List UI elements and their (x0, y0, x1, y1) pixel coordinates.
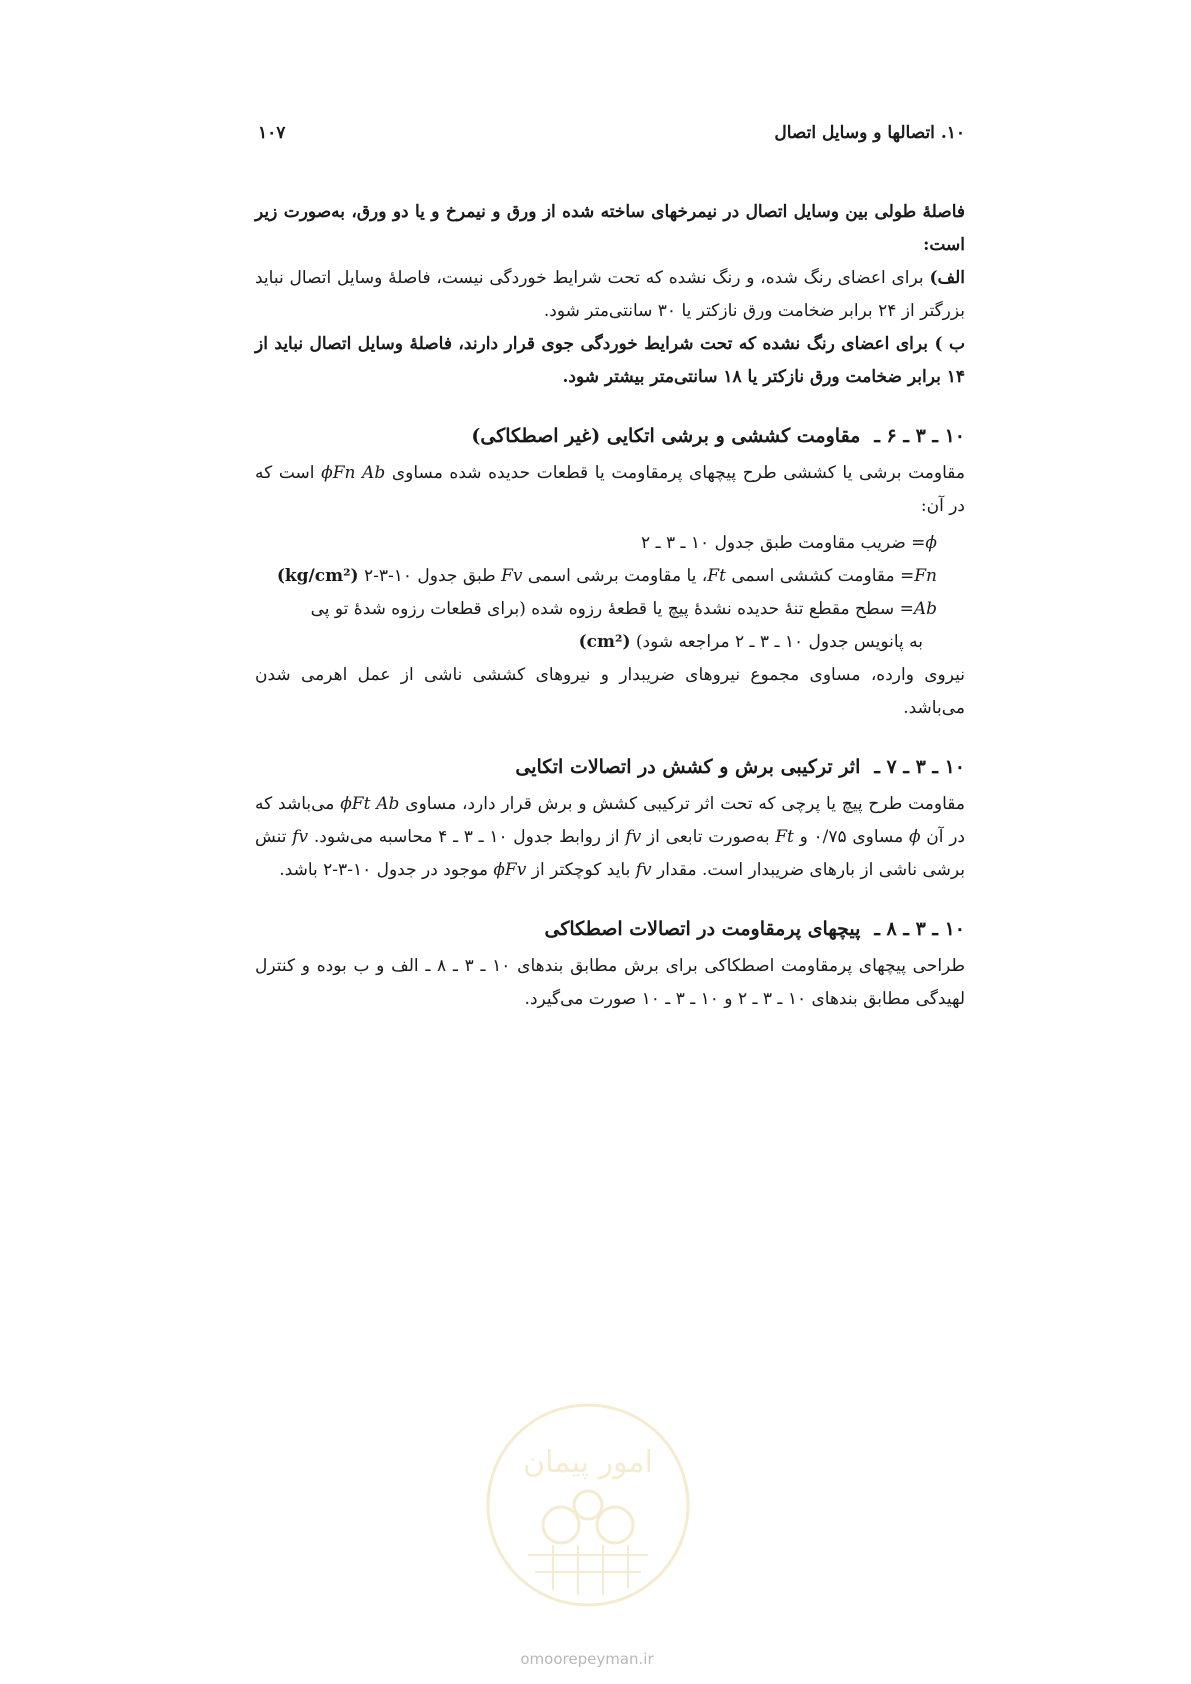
text-run: تنش برشی ناشی از بارهای ضریبدار است. مقدار (255, 827, 965, 880)
section-7-title: اثر ترکیبی برش و کشش در اتصالات اتکایی (515, 756, 861, 778)
item-a-text: برای اعضای رنگ شده، و رنگ نشده که تحت شرایط خوردگی نیست، فاصلهٔ وسایل اتصال نباید بزرگتر از ۲۴ برابر ضخامت ورق نازکتر یا ۳۰ سانتی‌متر شود. (255, 268, 965, 321)
formula: ϕ (909, 827, 921, 847)
item-a (255, 262, 965, 328)
item-a-label: الف) (929, 268, 965, 288)
definition-text: طبق جدول ۱۰-۳-۲ (358, 566, 502, 586)
section-8 (255, 913, 965, 1016)
section-8-title: پیچهای پرمقاومت در اتصالات اصطکاکی (544, 918, 861, 940)
formula: ϕFn Ab (321, 463, 386, 483)
text-run: مقاومت طرح پیچ یا پرچی که تحت اثر ترکیبی کشش و برش قرار دارد، مساوی (399, 794, 966, 814)
watermark-logo (483, 1400, 693, 1610)
section-6-heading (255, 420, 965, 453)
formula: Ft (775, 827, 794, 847)
text-run: باید کوچکتر از (526, 860, 636, 880)
symbol: Fn (914, 566, 937, 586)
definition-text: به پانویس جدول ۱۰ ـ ۳ ـ ۲ مراجعه شود) (630, 632, 923, 652)
intro-paragraph: فاصلهٔ طولی بین وسایل اتصال در نیمرخهای ساخته شده از ورق و نیمرخ و یا دو ورق، به‌صورت زیر است: (255, 202, 965, 255)
section-8-number: ۱۰ ـ ۳ ـ ۸ ـ (874, 918, 965, 940)
watermark-site: omoorepeyman.ir (520, 1650, 654, 1668)
symbol: Ab (913, 599, 937, 619)
section-8-heading (255, 913, 965, 946)
formula: ϕFt Ab (340, 794, 400, 814)
definition-fn (255, 560, 937, 593)
section-6-paragraph (255, 457, 965, 523)
definition-ab (255, 593, 937, 626)
item-b (255, 328, 965, 394)
section-6 (255, 420, 965, 725)
section-7-heading (255, 751, 965, 784)
formula: ϕFv (493, 860, 527, 880)
definition-phi (255, 527, 937, 560)
section-8-paragraph: طراحی پیچهای پرمقاومت اصطکاکی برای برش مطابق بندهای ۱۰ ـ ۳ ـ ۸ ـ الف و ب بوده و کنترل لهیدگی مطابق بندهای ۱۰ ـ ۳ ـ ۲ و ۱۰ ـ ۳ ـ ۱۰ صورت می‌گیرد. (255, 956, 965, 1009)
running-header (258, 118, 965, 148)
text-run: است که در آن: (255, 463, 965, 516)
text-run: به‌صورت تابعی از (641, 827, 776, 847)
definition-text: = مقاومت کششی اسمی (725, 566, 915, 586)
text-run: موجود در جدول ۱۰-۳-۲ باشد. (279, 860, 494, 880)
item-b-text: برای اعضای رنگ نشده که تحت شرایط خوردگی جوی قرار دارند، فاصلهٔ وسایل اتصال نباید از ۱۴ برابر ضخامت ورق نازکتر یا ۱۸ سانتی‌متر بیشتر شود. (255, 334, 965, 387)
watermark-ring (488, 1405, 688, 1605)
formula: fv (625, 827, 642, 847)
section-7-paragraph (255, 788, 965, 887)
section-6-number: ۱۰ ـ ۳ ـ ۶ ـ (874, 425, 965, 447)
watermark-logo-text: امور پیمان (523, 1445, 653, 1480)
symbol: ϕ (925, 533, 937, 553)
grid-icon (528, 1545, 648, 1595)
gear-icon (543, 1491, 633, 1543)
definition-text: = ضریب مقاومت طبق جدول ۱۰ ـ ۳ ـ ۲ (641, 533, 926, 553)
definition-text: ، یا مقاومت برشی اسمی (522, 566, 708, 586)
symbol: Fv (501, 566, 523, 586)
text-run: از روابط جدول ۱۰ ـ ۳ ـ ۴ محاسبه می‌شود. (308, 827, 626, 847)
text-run: مقاومت برشی یا کششی طرح پیچهای پرمقاومت یا قطعات حدیده شده مساوی (385, 463, 965, 483)
unit: (kg/cm²) (276, 566, 359, 586)
definitions-list (255, 527, 937, 659)
section-6-note: نیروی وارده، مساوی مجموع نیروهای ضریبدار و نیروهای کششی ناشی از عمل اهرمی شدن می‌باشد. (255, 665, 965, 718)
section-6-title: مقاومت کششی و برشی اتکایی (غیر اصطکاکی) (471, 425, 861, 447)
item-b-label: ب ) (934, 334, 965, 354)
formula: fv (292, 827, 309, 847)
section-7-number: ۱۰ ـ ۳ ـ ۷ ـ (874, 756, 965, 778)
formula: fv (635, 860, 652, 880)
text-run: می‌باشد که در آن (255, 794, 965, 847)
definition-text: = سطح مقطع تنهٔ حدیده نشدهٔ پیچ یا قطعهٔ رزوه شده (برای قطعات رزوه شدهٔ تو پی (310, 599, 914, 619)
text-run: مساوی ۰/۷۵ و (793, 827, 909, 847)
definition-ab-continued (255, 626, 923, 659)
symbol: Ft (707, 566, 726, 586)
chapter-title: ۱۰. اتصالها و وسایل اتصال (774, 123, 965, 143)
page-number: ۱۰۷ (258, 123, 286, 143)
section-7 (255, 751, 965, 887)
unit: (cm²) (578, 632, 631, 652)
page-body (255, 196, 965, 1016)
